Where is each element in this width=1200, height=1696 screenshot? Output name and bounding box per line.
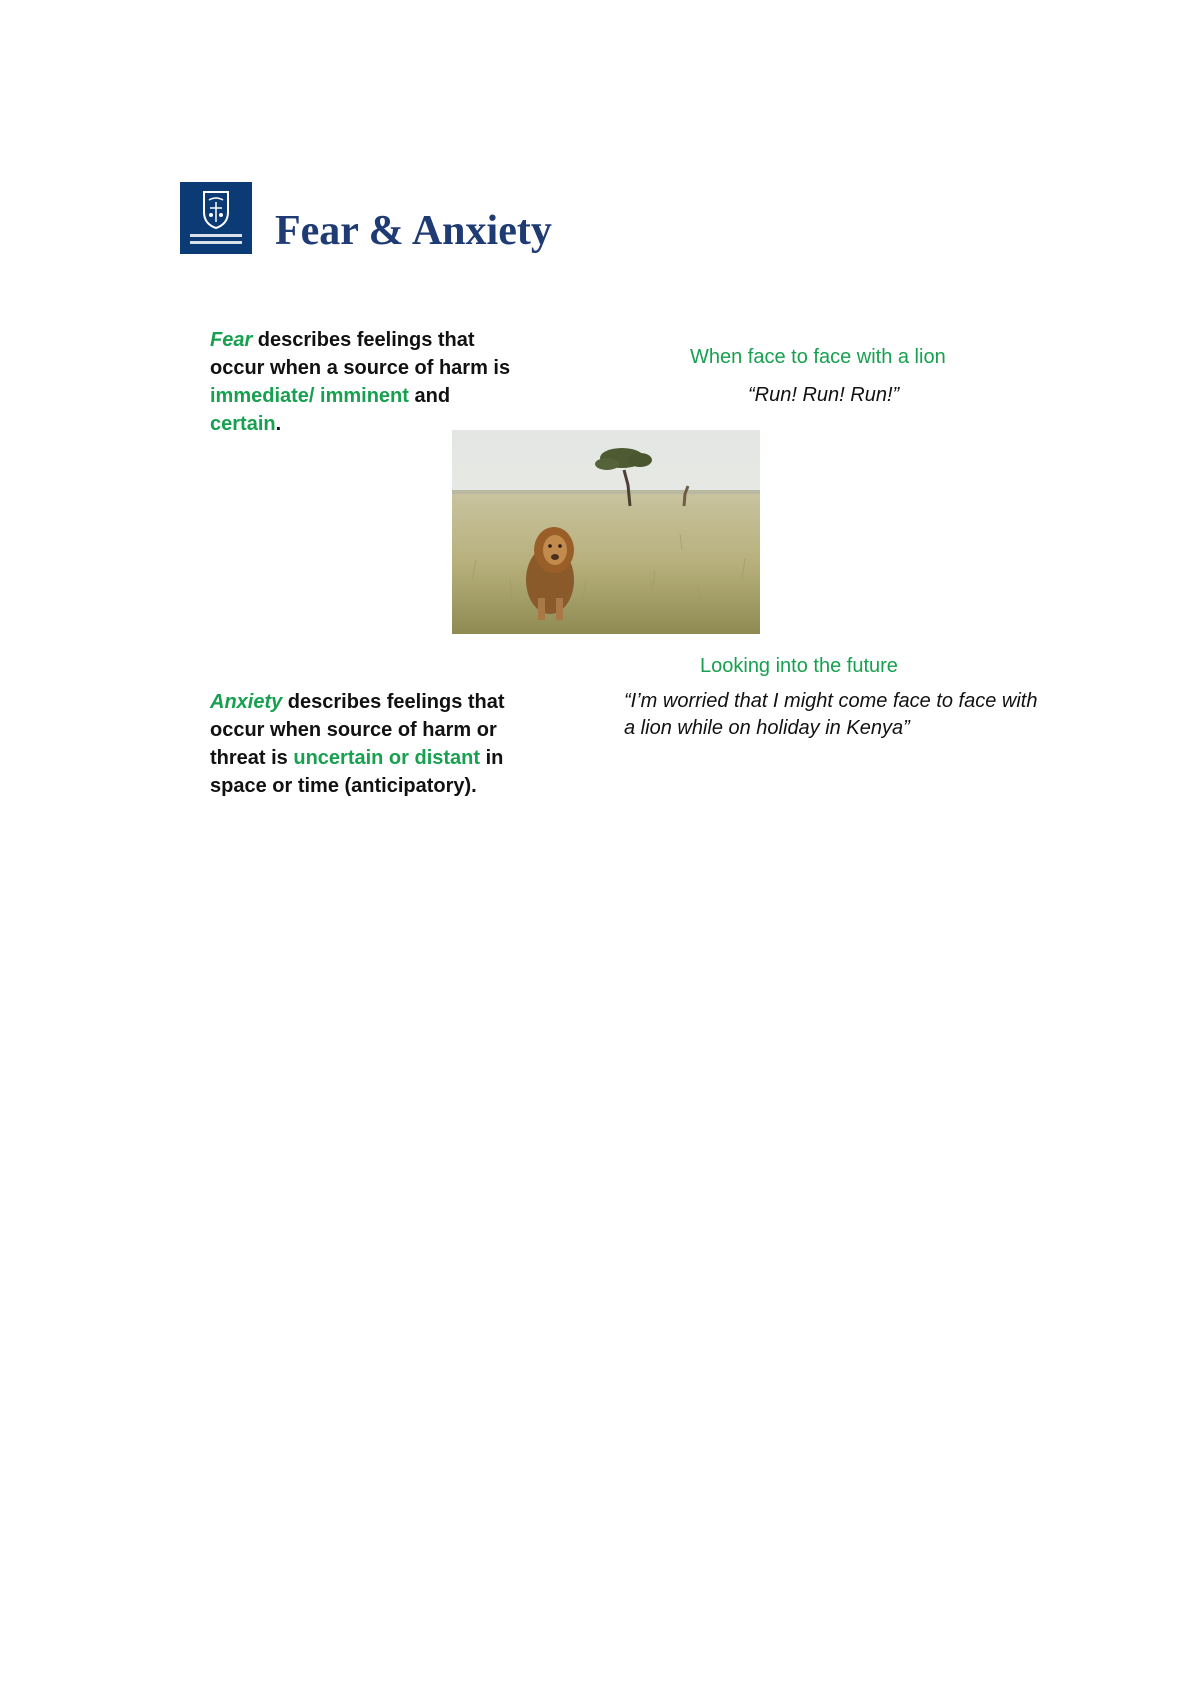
anxiety-example-caption: Looking into the future	[700, 655, 898, 677]
anxiety-definition	[210, 688, 530, 800]
fear-example-caption: When face to face with a lion	[690, 346, 946, 368]
anxiety-term: Anxiety	[210, 691, 283, 713]
fear-text-2: and	[408, 385, 451, 407]
fear-text-1: describes feelings that occur when a source of harm is	[210, 329, 511, 379]
lion-savanna-image	[452, 430, 760, 634]
anxiety-text-1: describes feelings that occur when source of harm or threat is	[210, 691, 505, 769]
lion-photo	[452, 430, 760, 634]
fear-text-3: .	[275, 413, 282, 435]
fear-highlight-immediate: immediate/ imminent	[210, 385, 409, 407]
anxiety-highlight-uncertain: uncertain or distant	[293, 747, 481, 769]
university-logo	[180, 182, 252, 254]
fear-term: Fear	[210, 329, 253, 351]
university-crest-icon	[180, 182, 252, 254]
anxiety-text-2: in space or time (anticipatory).	[210, 747, 504, 797]
fear-definition	[210, 326, 520, 438]
fear-highlight-certain: certain	[210, 413, 276, 435]
fear-example-quote: “Run! Run! Run!”	[748, 384, 900, 406]
page-title: Fear & Anxiety	[275, 208, 552, 254]
anxiety-example-quote: “I’m worried that I might come face to face with a lion while on holiday in Kenya”	[624, 690, 1038, 739]
